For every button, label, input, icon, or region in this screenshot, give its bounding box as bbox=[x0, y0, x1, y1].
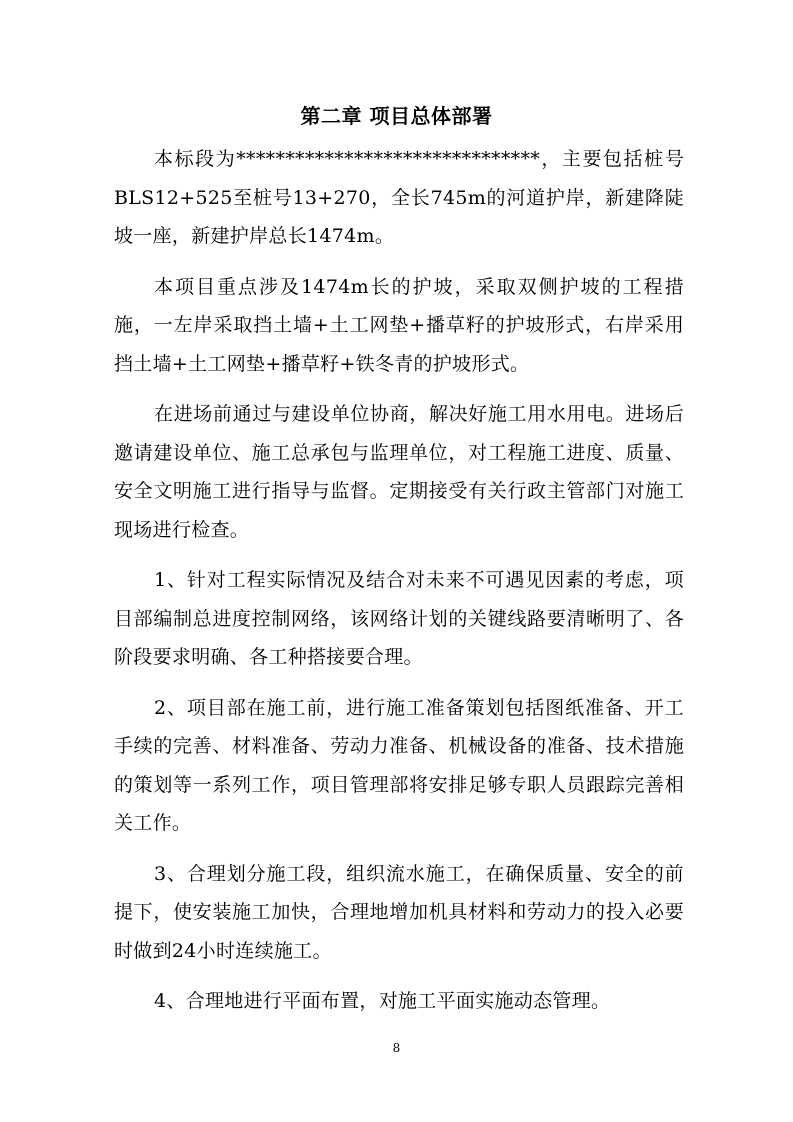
paragraph-scope: 本标段为*******************************，主要包括桩号BLS12+525至桩号13+270，全长745m的河道护岸，新建降陡坡一座，新建护岸总长1474m。 bbox=[114, 148, 684, 247]
body-text bbox=[114, 140, 684, 1033]
page-number: 8 bbox=[392, 1041, 401, 1055]
paragraph-item-2: 2、项目部在施工前，进行施工准备策划包括图纸准备、开工手续的完善、材料准备、劳动力准备、机械设备的准备、技术措施的策划等一系列工作，项目管理部将安排足够专职人员跟踪完善相关工作。 bbox=[114, 696, 684, 834]
paragraph-item-3: 3、合理划分施工段，组织流水施工，在确保质量、安全的前提下，使安装施工加快，合理地增加机具材料和劳动力的投入必要时做到24小时连续施工。 bbox=[114, 862, 684, 962]
paragraph-site-coordination: 在进场前通过与建设单位协商，解决好施工用水用电。进场后邀请建设单位、施工总承包与监理单位，对工程施工进度、质量、安全文明施工进行指导与监督。定期接受有关行政主管部门对施工现场进行检查。 bbox=[114, 403, 684, 541]
paragraph-slope-protection: 本项目重点涉及1474m长的护坡，采取双侧护坡的工程措施，一左岸采取挡土墙+土工网垫+播草籽的护坡形式，右岸采用挡土墙+土工网垫+播草籽+铁冬青的护坡形式。 bbox=[114, 275, 684, 375]
paragraph-item-4: 4、合理地进行平面布置，对施工平面实施动态管理。 bbox=[154, 990, 611, 1012]
chapter-title: 第二章 项目总体部署 bbox=[300, 104, 493, 128]
paragraph-item-1: 1、针对工程实际情况及结合对未来不可遇见因素的考虑，项目部编制总进度控制网络，该网络计划的关键线路要清晰明了、各阶段要求明确、各工种搭接要合理。 bbox=[114, 569, 684, 668]
